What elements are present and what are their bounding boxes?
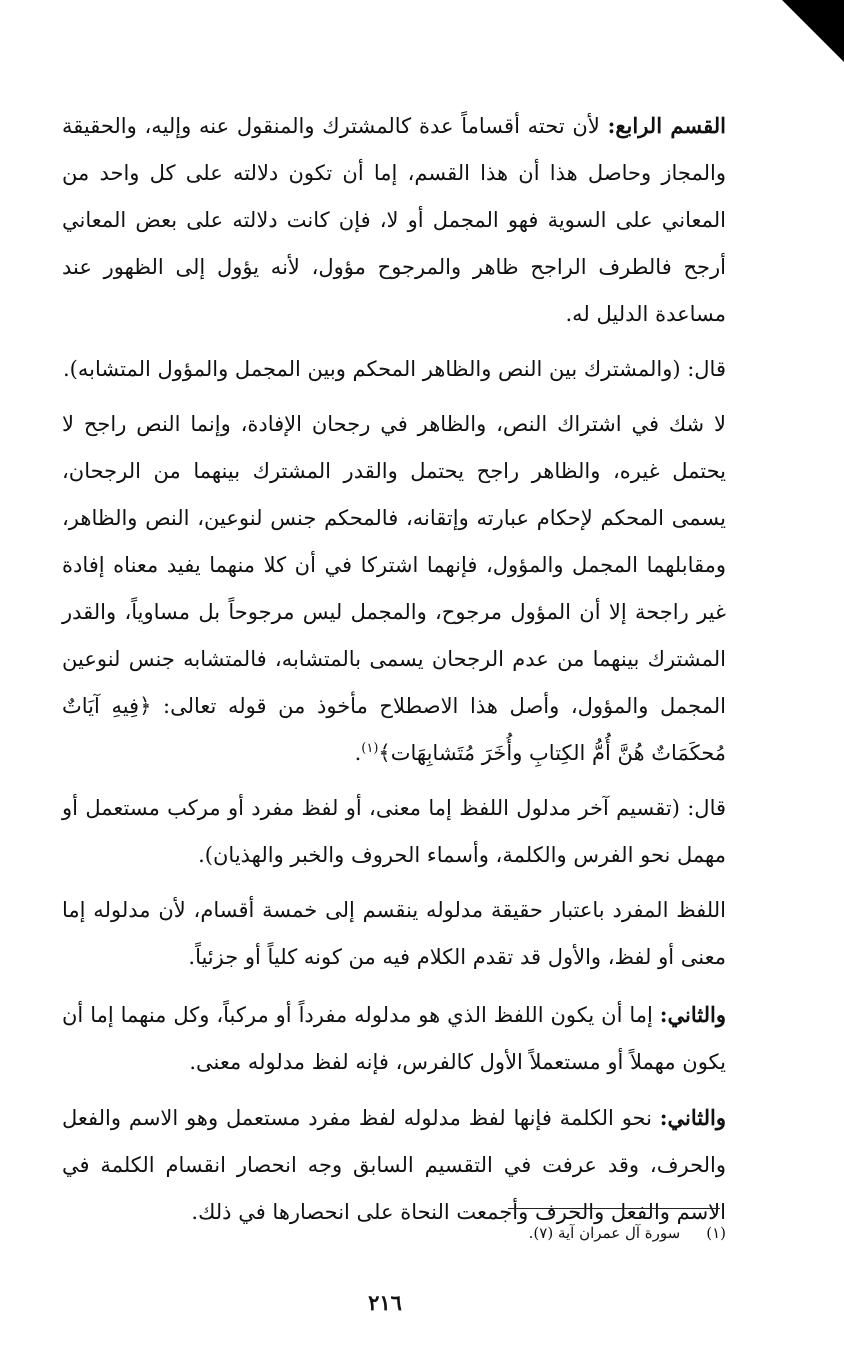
paragraph-text: لا شك في اشتراك النص، والظاهر في رجحان الإفادة، وإنما النص راجح لا يحتمل غيره، والظاهر راجح يحتمل والقدر المشترك بينهما من الرجحان، يسمى المحكم لإحكام عبارته وإتقانه، فالمحكم جنس لنوعين، النص والظاهر، ومقابلهما المجمل والمؤول، فإنهما اشتركا في أن كلا منهما يفيد معناه إفادة غير راجحة إلا أن المؤول مرجوح، والمجمل ليس مرجوحاً بل مساوياً، والقدر المشترك بينهما من عدم الرجحان يسمى بالمتشابه، فالمتشابه جنس لنوعين المجمل والمؤول، وأصل هذا الاصطلاح مأخوذ من قوله تعالى: ﴿فِيهِ آيَاتٌ مُحكَمَاتٌ هُنَّ أُمُّ الكِتابِ وأُخَرَ مُتَشابِهَات﴾ xyxy=(62,412,726,765)
paragraph-quote-shared xyxy=(62,346,726,393)
paragraph-explanation: لا شك في اشتراك النص، والظاهر في رجحان الإفادة، وإنما النص راجح لا يحتمل غيره، والظاهر راجح يحتمل والقدر المشترك بينهما من الرجحان، يسمى المحكم لإحكام عبارته وإتقانه، فالمحكم جنس لنوعين، النص والظاهر، ومقابلهما المجمل والمؤول، فإنهما اشتركا في أن كلا منهما يفيد معناه إفادة غير راجحة إلا أن المؤول مرجوح، والمجمل ليس مرجوحاً بل مساوياً، والقدر المشترك بينهما من عدم الرجحان يسمى بالمتشابه، فالمتشابه جنس لنوعين المجمل والمؤول، وأصل هذا الاصطلاح مأخوذ من قوله تعالى: ﴿فِيهِ آيَاتٌ مُحكَمَاتٌ هُنَّ أُمُّ الكِتابِ وأُخَرَ مُتَشابِهَات﴾$^{(١)}$. xyxy=(62,412,726,765)
corner-triangle-mark xyxy=(782,0,844,62)
page-number: ٢١٦ xyxy=(368,1290,402,1315)
footnote-reference: (١) xyxy=(361,741,379,756)
paragraph-text: قال: (والمشترك بين النص والظاهر المحكم وبين المجمل والمؤول المتشابه). xyxy=(62,357,726,381)
footnote-number: (١) xyxy=(706,1224,726,1242)
paragraph-fourth-section xyxy=(62,102,726,338)
paragraph-single-word xyxy=(62,887,726,981)
paragraph-quote-division xyxy=(62,785,726,879)
paragraph-text: نحو الكلمة فإنها لفظ مدلوله لفظ مفرد مستعمل وهو الاسم والفعل والحرف، وقد عرفت في التقسيم السابق وجه انحصار انقسام الكلمة في الاسم والفعل والحرف وأجمعت النحاة على انحصارها في ذلك. xyxy=(62,1106,726,1224)
footnote xyxy=(430,1222,726,1244)
paragraph-heading: والثاني: xyxy=(659,1105,726,1130)
paragraph-text: إما أن يكون اللفظ الذي هو مدلوله مفرداً أو مركباً، وكل منهما إما أن يكون مهملاً أو مستعملاً الأول كالفرس، فإنه لفظ مدلوله معنى. xyxy=(62,1003,726,1074)
paragraph-second-b xyxy=(62,1094,726,1236)
paragraph-heading: القسم الرابع: xyxy=(607,113,727,138)
footnote-text: سورة آل عمران آية (٧). xyxy=(528,1224,681,1242)
page-body xyxy=(62,102,726,1236)
paragraph-text: لأن تحته أقساماً عدة كالمشترك والمنقول عنه وإليه، والحقيقة والمجاز وحاصل هذا أن هذا القسم، إما أن تكون دلالته على كل واحد من المعاني على السوية فهو المجمل أو لا، فإن كانت دلالته على بعض المعاني أرجح فالطرف الراجح ظاهر والمرجوح مؤول، لأنه يؤول إلى الظهور عند مساعدة الدليل له. xyxy=(62,114,726,326)
footnote-divider xyxy=(508,1208,720,1209)
paragraph-second-a xyxy=(62,991,726,1086)
paragraph-heading: والثاني: xyxy=(659,1002,726,1027)
paragraph-text: قال: (تقسيم آخر مدلول اللفظ إما معنى، أو لفظ مفرد أو مركب مستعمل أو مهمل نحو الفرس والكلمة، وأسماء الحروف والخبر والهذيان). xyxy=(62,796,726,867)
paragraph-text: اللفظ المفرد باعتبار حقيقة مدلوله ينقسم إلى خمسة أقسام، لأن مدلوله إما معنى أو لفظ، والأول قد تقدم الكلام فيه من كونه كلياً أو جزئياً. xyxy=(62,898,726,969)
